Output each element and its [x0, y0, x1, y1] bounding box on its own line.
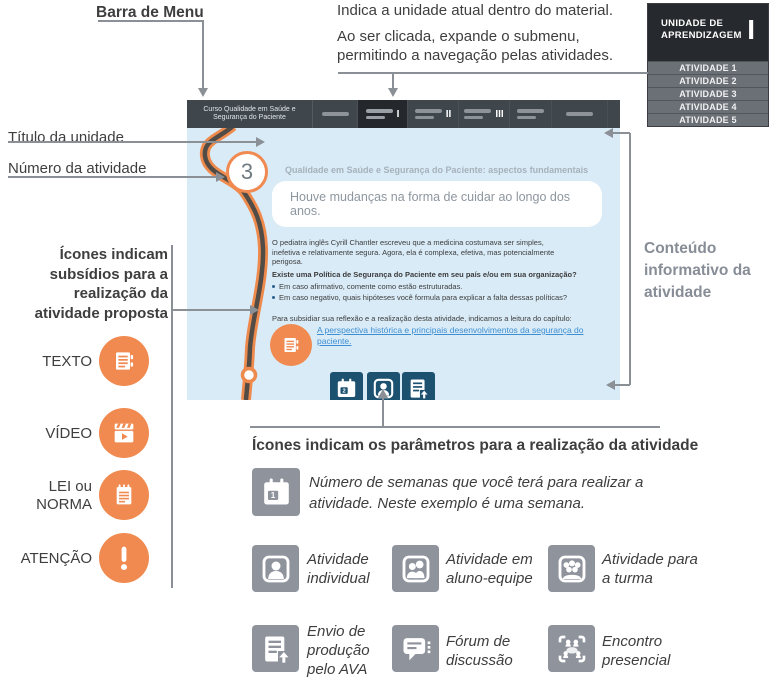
tab-numeral-1: I	[396, 108, 400, 120]
tab-numeral-2: II	[445, 108, 452, 120]
param-label-class: Atividade para a turma	[602, 551, 698, 587]
submenu-note-line1: Indica a unidade atual dentro do material.	[337, 2, 614, 19]
discussion-forum-icon	[392, 625, 439, 672]
weeks-calendar-icon	[330, 372, 363, 400]
content-info-annotation: Conteúdo informativo da atividade	[644, 240, 751, 301]
submenu-item-atividade-1[interactable]: ATIVIDADE 1	[648, 61, 768, 74]
in-person-meeting-icon	[548, 625, 595, 672]
legend-label-texto: TEXTO	[42, 353, 92, 370]
video-icon	[99, 408, 149, 458]
activity-paragraph: O pediatra inglês Cyrill Chantler escreveu que a medicina costumava ser simples, inefetiva e relativamente segura. Agora, ela é complexa, efetiva, mas potencialmente perigosa.	[272, 238, 555, 266]
param-label-forum: Fórum de discussão	[446, 633, 513, 669]
activity-number-text: 3	[240, 159, 254, 184]
submenu-item-atividade-2[interactable]: ATIVIDADE 2	[648, 74, 768, 87]
weeks-description: Número de semanas que você terá para realizar a atividade. Neste exemplo é uma semana.	[309, 474, 644, 512]
individual-activity-icon	[252, 545, 299, 592]
path-milestone-dot	[243, 369, 256, 382]
submenu-item-atividade-3[interactable]: ATIVIDADE 3	[648, 87, 768, 100]
attention-icon	[99, 533, 149, 583]
activity-intro-box	[272, 181, 602, 227]
weeks-calendar-legend-icon	[252, 468, 300, 516]
legend-label-lei: LEI ou NORMA	[36, 478, 92, 513]
submenu-note-line2: Ao ser clicada, expande o submenu, permitindo a navegação pelas atividades.	[337, 28, 614, 64]
menu-tab-unit-3[interactable]	[459, 100, 510, 128]
reading-chapter-link[interactable]: A perspectiva histórica e principais desenvolvimentos da segurança do paciente.	[317, 325, 584, 346]
tab-numeral-3: III	[495, 108, 504, 120]
intro-box-text: Houve mudanças na forma de cuidar ao longo dos anos.	[290, 190, 571, 218]
param-label-individual: Atividade individual	[307, 551, 370, 587]
text-document-icon	[99, 336, 149, 386]
activity-question: Existe uma Política de Segurança do Paciente em seu país e/ou em sua organização?	[272, 270, 577, 279]
menu-tab-unit-1-active[interactable]	[358, 100, 408, 128]
menu-tab-unit-2[interactable]	[408, 100, 459, 128]
unit-header-label: UNIDADE DE APRENDIZAGEM	[661, 18, 742, 41]
unit-submenu-header[interactable]	[648, 4, 768, 61]
subsidies-annotation: Ícones indicam subsídios para a realização da atividade proposta	[34, 246, 168, 322]
param-label-upload: Envio de produção pelo AVA	[307, 623, 370, 678]
unit-numeral: I	[747, 14, 755, 45]
param-label-team: Atividade em aluno-equipe	[446, 551, 533, 587]
individual-activity-icon	[367, 372, 400, 400]
legend-label-atencao: ATENÇÃO	[20, 550, 92, 567]
course-ui-screenshot	[187, 100, 620, 400]
reading-intro: Para subsidiar sua reflexão e a realização desta atividade, indicamos a leitura do capítulo:	[272, 314, 572, 323]
course-title: Curso Qualidade em Saúde e Segurança do Paciente	[187, 100, 313, 128]
parameters-heading: Ícones indicam os parâmetros para a realização da atividade	[252, 437, 699, 454]
unit-title-text: Qualidade em Saúde e Segurança do Paciente: aspectos fundamentais	[285, 165, 589, 175]
unit-title-annotation: Título da unidade	[8, 129, 124, 146]
submenu-item-atividade-5[interactable]: ATIVIDADE 5	[648, 113, 768, 126]
param-label-meeting: Encontro presencial	[602, 633, 671, 669]
submenu-item-atividade-4[interactable]: ATIVIDADE 4	[648, 100, 768, 113]
bullet-dot	[272, 296, 275, 299]
legend-label-video: VÍDEO	[45, 425, 92, 442]
bullet-dot	[272, 285, 275, 288]
menu-tab-home[interactable]	[313, 100, 358, 128]
class-activity-icon	[548, 545, 595, 592]
calendar-badge-legend: 1	[270, 490, 275, 500]
upload-ava-icon	[402, 372, 435, 400]
menu-bar-annotation: Barra de Menu	[96, 4, 204, 21]
team-activity-icon	[392, 545, 439, 592]
activity-number-annotation: Número da atividade	[8, 160, 147, 177]
bullet-item-1: Em caso afirmativo, comente como estão estruturadas.	[279, 282, 463, 291]
bullet-item-2: Em caso negativo, quais hipóteses você formula para explicar a falta dessas políticas?	[279, 293, 568, 302]
calendar-badge: 2	[342, 388, 346, 395]
upload-ava-icon	[252, 625, 299, 672]
unit-submenu-panel	[648, 4, 768, 126]
law-norm-icon	[99, 470, 149, 520]
menu-tab-extra[interactable]	[510, 100, 552, 128]
menu-tab-help[interactable]	[552, 100, 608, 128]
activity-number-circle	[226, 151, 268, 193]
course-menu-bar	[187, 100, 620, 128]
reading-text-document-icon	[270, 324, 312, 366]
